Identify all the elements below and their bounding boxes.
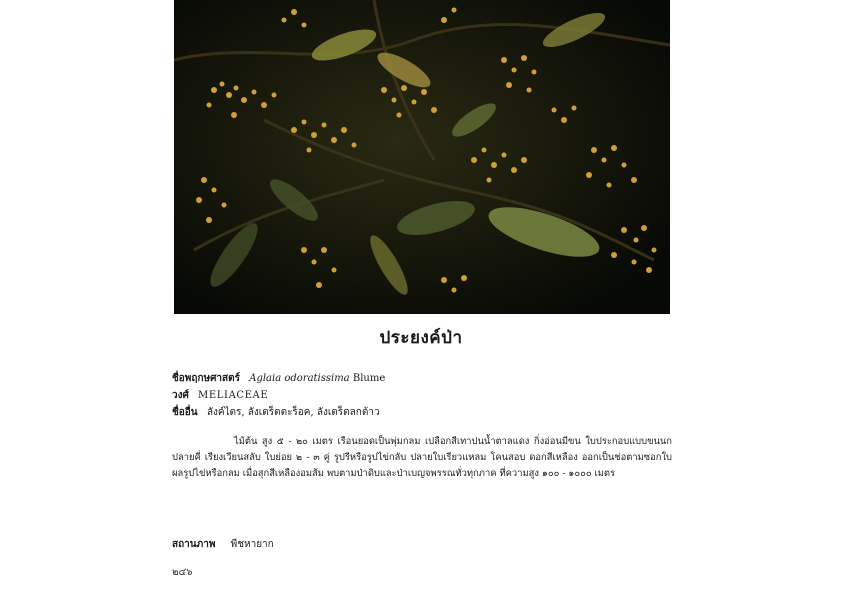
family-label: วงศ์ [172,390,189,401]
scientific-author: Blume [352,373,386,384]
page-title: ประยงค์ป่า [379,328,463,348]
status-value: พืชหายาก [230,539,274,550]
plant-metadata [172,370,672,421]
page-number: ๒๔๖ [172,567,193,578]
family-row [172,387,672,404]
plant-description: ไม้ต้น สูง ๕ - ๒๐ เมตร เรือนยอดเป็นพุ่มกลม เปลือกสีเทาปนน้ำตาลแดง กิ่งอ่อนมีขน ใบประกอบแบบขนนกปลายคี่ เรียงเวียนสลับ ใบย่อย ๒ - ๓ คู่ รูปรีหรือรูปไข่กลับ ปลายใบเรียวแหลม โคนสอบ ดอกสีเหลือง ออกเป็นช่อตามซอกใบ ผลรูปไข่หรือกลม เมื่อสุกสีเหลืองอมส้ม พบตามป่าดิบและป่าเบญจพรรณทั่วทุกภาค ที่ความสูง ๑๐๐ - ๑๐๐๐ เมตร [172,436,672,479]
family-name: MELIACEAE [198,390,269,401]
flowering-branch-illustration [174,0,670,314]
scientific-name-label: ชื่อพฤกษศาสตร์ [172,373,241,384]
scientific-name-row [172,370,672,387]
other-names-row [172,404,672,421]
conservation-status [172,537,672,552]
other-names: ลังค์ไตร, ลังเตร็ตตะร็อค, ลังเตร็ตลกต้าว [206,407,380,418]
plant-photo [174,0,670,314]
other-names-label: ชื่ออื่น [172,407,198,418]
scientific-name: Aglaia odoratissima [249,373,350,384]
status-label: สถานภาพ [172,539,216,550]
